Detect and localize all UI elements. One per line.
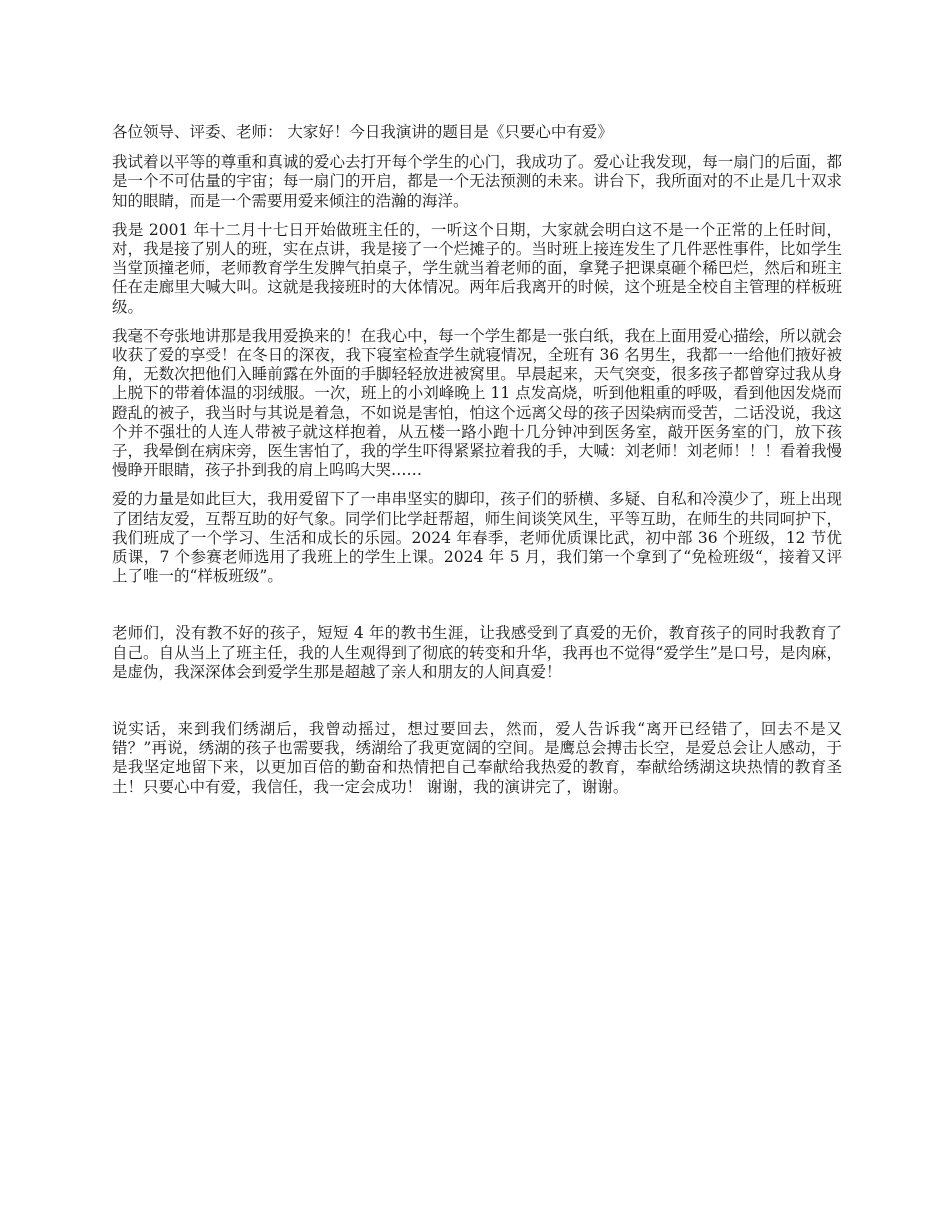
document-body [112, 123, 842, 807]
paragraph-love-opens-doors: 我试着以平等的尊重和真诚的爱心去打开每个学生的心门，我成功了。爱心让我发现，每一扇门的后面，都是一个不可估量的宇宙；每一扇门的开启，都是一个无法预测的未来。讲台下，我所面对的不止是几十双求知的眼睛，而是一个需要用爱来倾注的浩瀚的海洋。 [112, 153, 842, 210]
paragraph-power-of-love: 爱的力量是如此巨大，我用爱留下了一串串坚实的脚印，孩子们的骄横、多疑、自私和冷漠少了，班上出现了团结友爱，互帮互助的好气象。同学们比学赶帮超，师生间谈笑风生，平等互助，在师生的共同呵护下，我们班成了一个学习、生活和成长的乐园。2024 年春季，老师优质课比武，初中部 36 个班级，12 节优质课，7 个参赛老师选用了我班上的学生上课。2024 年 5 月，我们第一个拿到了“免检班级“，接着又评上了唯一的“样板班级”。 [112, 490, 842, 586]
blank-gap [112, 692, 842, 720]
paragraph-caring-for-students: 我毫不夸张地讲那是我用爱换来的！在我心中，每一个学生都是一张白纸，我在上面用爱心描绘，所以就会收获了爱的享受！在冬日的深夜，我下寝室检查学生就寝情况，全班有 36 名男生，我都一一给他们掖好被角，无数次把他们入睡前露在外面的手脚轻轻放进被窝里。早晨起来，天气突变，很多孩子都曾穿过我从身上脱下的带着体温的羽绒服。一次，班上的小刘峰晚上 11 点发高烧，听到他粗重的呼吸，看到他因发烧而蹬乱的被子，我当时与其说是着急，不如说是害怕，怕这个远离父母的孩子因染病而受苦，二话没说，我这个并不强壮的人连人带被子就这样抱着，从五楼一路小跑十几分钟冲到医务室，敲开医务室的门，放下孩子，我晕倒在病床旁，医生害怕了，我的学生吓得紧紧拉着我的手，大喊：刘老师！刘老师！！！看着我慢慢睁开眼睛，孩子扑到我的肩上呜呜大哭…… [112, 326, 842, 480]
paragraph-closing: 说实话，来到我们绣湖后，我曾动摇过，想过要回去，然而，爱人告诉我“离开已经错了，回去不是又错？”再说，绣湖的孩子也需要我，绣湖给了我更宽阔的空间。是鹰总会搏击长空，是爱总会让人感动，于是我坚定地留下来，以更加百倍的勤奋和热情把自己奉献给我热爱的教育，奉献给绣湖这块热情的教育圣土！只要心中有爱，我信任，我一定会成功！ 谢谢，我的演讲完了，谢谢。 [112, 720, 842, 796]
blank-gap [112, 596, 842, 624]
greeting-and-title-paragraph: 各位领导、评委、老师： 大家好！今日我演讲的题目是《只要心中有爱》 [112, 123, 613, 141]
paragraph-no-unteachable-children: 老师们，没有教不好的孩子，短短 4 年的教书生涯，让我感受到了真爱的无价，教育孩子的同时我教育了自己。自从当上了班主任，我的人生观得到了彻底的转变和升华，我再也不觉得“爱学生”是口号，是肉麻，是虚伪，我深深体会到爱学生那是超越了亲人和朋友的人间真爱！ [112, 624, 842, 681]
paragraph-becoming-head-teacher: 我是 2001 年十二月十七日开始做班主任的，一听这个日期，大家就会明白这不是一个正常的上任时间，对，我是接了别人的班，实在点讲，我是接了一个烂摊子的。当时班上接连发生了几件恶性事件，比如学生当堂顶撞老师，老师教育学生发脾气拍桌子，学生就当着老师的面，拿凳子把课桌砸个稀巴烂，然后和班主任在走廊里大喊大叫。这就是我接班时的大体情况。两年后我离开的时候，这个班是全校自主管理的样板班级。 [112, 220, 842, 316]
